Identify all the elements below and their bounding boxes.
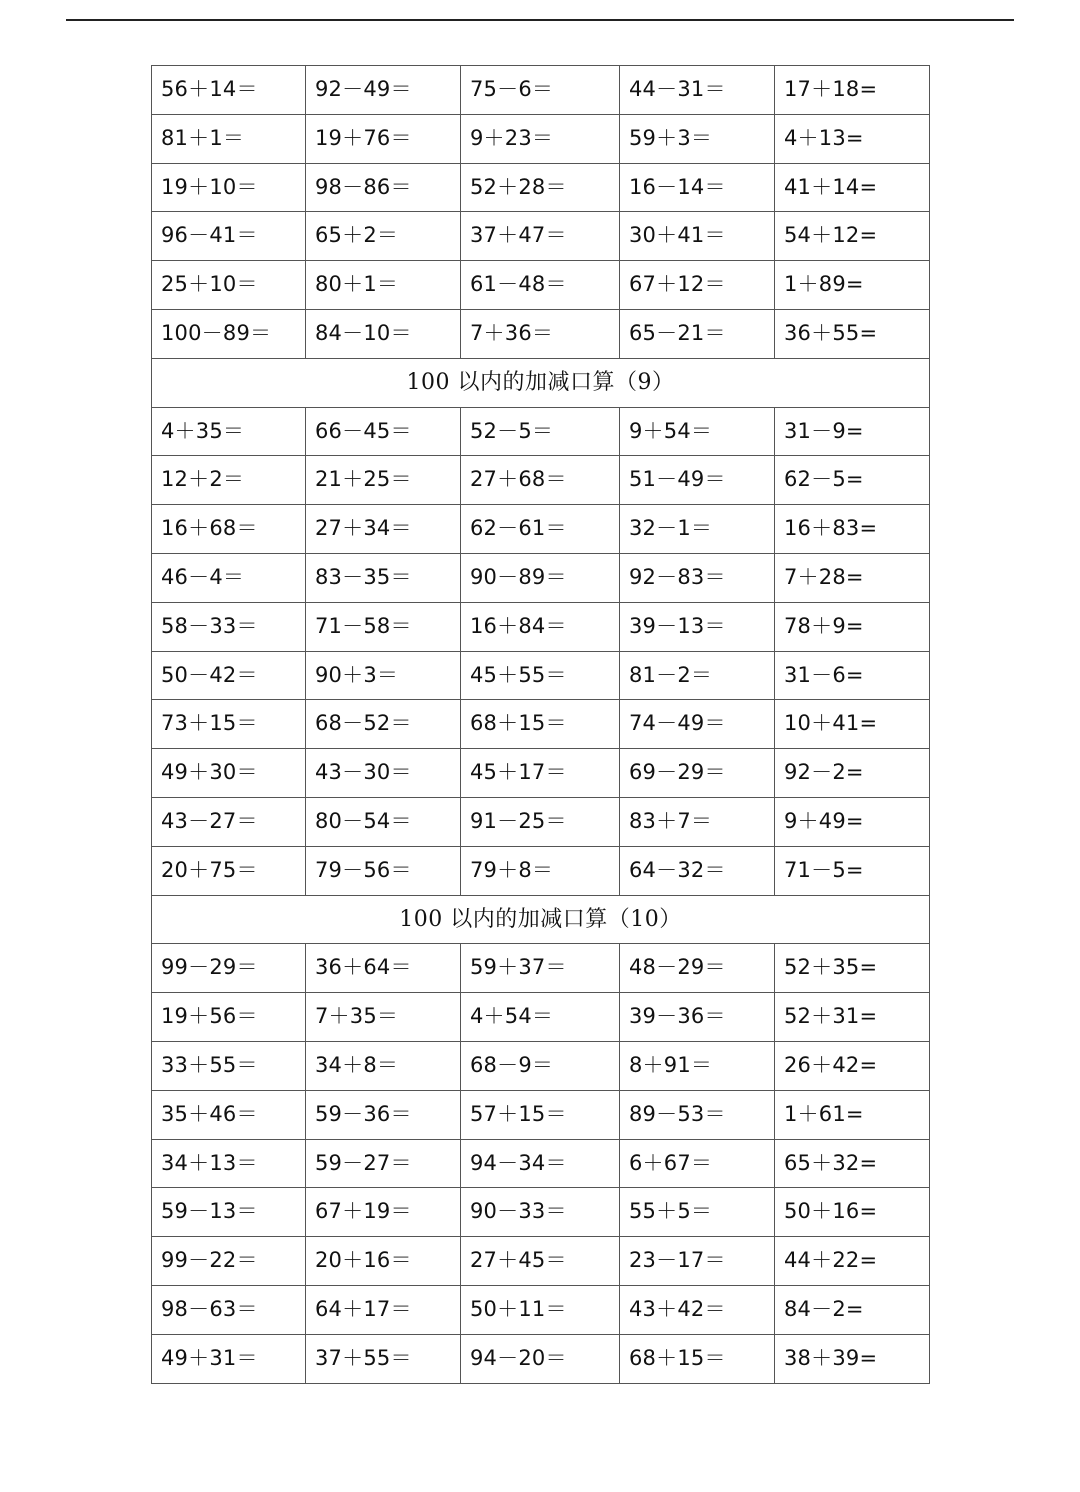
problem-row: [152, 505, 930, 554]
problem-cell: 65－21＝: [620, 309, 775, 358]
problem-cell: 44－31＝: [620, 66, 775, 115]
problem-cell: 19＋56＝: [152, 993, 306, 1042]
problem-cell: 45＋17＝: [461, 749, 620, 798]
problem-cell: 8＋91＝: [620, 1041, 775, 1090]
problem-row: [152, 651, 930, 700]
problem-cell: 19＋76＝: [306, 114, 461, 163]
problem-cell: 92－2=: [775, 749, 930, 798]
problem-cell: 52＋28＝: [461, 163, 620, 212]
problem-cell: 84－10＝: [306, 309, 461, 358]
problem-cell: 37＋55＝: [306, 1334, 461, 1383]
problem-cell: 6＋67＝: [620, 1139, 775, 1188]
problem-cell: 16＋84＝: [461, 602, 620, 651]
problem-cell: 41＋14=: [775, 163, 930, 212]
section-title-row: [152, 358, 930, 407]
problem-cell: 59－36＝: [306, 1090, 461, 1139]
problem-cell: 36＋55=: [775, 309, 930, 358]
problem-cell: 81－2＝: [620, 651, 775, 700]
problem-cell: 31－6=: [775, 651, 930, 700]
problem-row: [152, 163, 930, 212]
problem-cell: 54＋12=: [775, 212, 930, 261]
problem-cell: 56＋14＝: [152, 66, 306, 115]
problem-cell: 83－35＝: [306, 553, 461, 602]
problem-cell: 31－9=: [775, 407, 930, 456]
problem-cell: 59－13＝: [152, 1188, 306, 1237]
problem-cell: 67＋12＝: [620, 261, 775, 310]
problem-cell: 62－61＝: [461, 505, 620, 554]
problem-row: [152, 1139, 930, 1188]
problem-cell: 100－89＝: [152, 309, 306, 358]
problem-cell: 32－1＝: [620, 505, 775, 554]
problem-cell: 43－27＝: [152, 797, 306, 846]
problem-cell: 68－52＝: [306, 700, 461, 749]
problem-row: [152, 797, 930, 846]
problem-cell: 9＋49=: [775, 797, 930, 846]
problem-cell: 7＋28=: [775, 553, 930, 602]
problem-cell: 62－5=: [775, 456, 930, 505]
problem-cell: 7＋35＝: [306, 993, 461, 1042]
problem-cell: 57＋15＝: [461, 1090, 620, 1139]
problem-cell: 43－30＝: [306, 749, 461, 798]
section-title: 100 以内的加减口算（10）: [152, 895, 930, 944]
problem-cell: 92－83＝: [620, 553, 775, 602]
problem-row: [152, 261, 930, 310]
problem-cell: 71－58＝: [306, 602, 461, 651]
header-rule: [66, 19, 1014, 21]
problem-cell: 52＋35=: [775, 944, 930, 993]
problem-row: [152, 407, 930, 456]
problem-cell: 68－9＝: [461, 1041, 620, 1090]
problem-cell: 27＋45＝: [461, 1237, 620, 1286]
problem-row: [152, 846, 930, 895]
problem-cell: 75－6＝: [461, 66, 620, 115]
problem-cell: 65＋32=: [775, 1139, 930, 1188]
problem-cell: 92－49＝: [306, 66, 461, 115]
problem-cell: 35＋46＝: [152, 1090, 306, 1139]
problem-cell: 69－29＝: [620, 749, 775, 798]
problem-cell: 4＋54＝: [461, 993, 620, 1042]
problem-cell: 49＋31＝: [152, 1334, 306, 1383]
problem-row: [152, 1334, 930, 1383]
problem-cell: 50－42＝: [152, 651, 306, 700]
problem-cell: 73＋15＝: [152, 700, 306, 749]
problem-cell: 43＋42＝: [620, 1285, 775, 1334]
problem-cell: 17＋18=: [775, 66, 930, 115]
problem-cell: 98－63＝: [152, 1285, 306, 1334]
problem-cell: 52＋31=: [775, 993, 930, 1042]
problem-cell: 90－89＝: [461, 553, 620, 602]
problem-cell: 26＋42=: [775, 1041, 930, 1090]
problem-row: [152, 602, 930, 651]
problem-cell: 80－54＝: [306, 797, 461, 846]
problem-cell: 80＋1＝: [306, 261, 461, 310]
problem-cell: 19＋10＝: [152, 163, 306, 212]
problem-cell: 16＋68＝: [152, 505, 306, 554]
problem-cell: 81＋1＝: [152, 114, 306, 163]
problem-cell: 44＋22=: [775, 1237, 930, 1286]
problem-cell: 89－53＝: [620, 1090, 775, 1139]
problem-cell: 49＋30＝: [152, 749, 306, 798]
problem-row: [152, 1237, 930, 1286]
problem-cell: 34＋8＝: [306, 1041, 461, 1090]
problem-cell: 90＋3＝: [306, 651, 461, 700]
problem-row: [152, 553, 930, 602]
problem-cell: 59＋3＝: [620, 114, 775, 163]
problem-cell: 66－45＝: [306, 407, 461, 456]
problem-cell: 94－34＝: [461, 1139, 620, 1188]
problem-cell: 96－41＝: [152, 212, 306, 261]
problem-cell: 98－86＝: [306, 163, 461, 212]
problem-cell: 36＋64＝: [306, 944, 461, 993]
problem-cell: 16－14＝: [620, 163, 775, 212]
problem-cell: 21＋25＝: [306, 456, 461, 505]
problem-cell: 52－5＝: [461, 407, 620, 456]
problem-cell: 55＋5＝: [620, 1188, 775, 1237]
problem-cell: 46－4＝: [152, 553, 306, 602]
problem-cell: 68＋15＝: [620, 1334, 775, 1383]
problem-row: [152, 114, 930, 163]
problem-row: [152, 456, 930, 505]
problem-cell: 12＋2＝: [152, 456, 306, 505]
problem-cell: 4＋35＝: [152, 407, 306, 456]
problem-cell: 90－33＝: [461, 1188, 620, 1237]
problem-cell: 9＋23＝: [461, 114, 620, 163]
problem-cell: 45＋55＝: [461, 651, 620, 700]
problem-cell: 65＋2＝: [306, 212, 461, 261]
problem-cell: 71－5=: [775, 846, 930, 895]
section-title: 100 以内的加减口算（9）: [152, 358, 930, 407]
problem-cell: 4＋13=: [775, 114, 930, 163]
problem-cell: 20＋16＝: [306, 1237, 461, 1286]
problem-row: [152, 212, 930, 261]
problem-row: [152, 944, 930, 993]
problem-cell: 84－2=: [775, 1285, 930, 1334]
problem-cell: 61－48＝: [461, 261, 620, 310]
problem-row: [152, 1285, 930, 1334]
problem-cell: 1＋89=: [775, 261, 930, 310]
problem-cell: 64＋17＝: [306, 1285, 461, 1334]
problem-row: [152, 309, 930, 358]
problem-cell: 48－29＝: [620, 944, 775, 993]
problem-cell: 64－32＝: [620, 846, 775, 895]
problem-cell: 59＋37＝: [461, 944, 620, 993]
problem-row: [152, 749, 930, 798]
problem-cell: 7＋36＝: [461, 309, 620, 358]
problem-cell: 1＋61=: [775, 1090, 930, 1139]
problem-cell: 27＋34＝: [306, 505, 461, 554]
problem-cell: 50＋11＝: [461, 1285, 620, 1334]
problem-cell: 23－17＝: [620, 1237, 775, 1286]
problem-cell: 78＋9=: [775, 602, 930, 651]
problem-cell: 58－33＝: [152, 602, 306, 651]
problem-cell: 99－22＝: [152, 1237, 306, 1286]
problem-cell: 83＋7＝: [620, 797, 775, 846]
problem-cell: 20＋75＝: [152, 846, 306, 895]
problem-cell: 59－27＝: [306, 1139, 461, 1188]
arithmetic-worksheet: [151, 65, 930, 1384]
problem-cell: 79－56＝: [306, 846, 461, 895]
problem-cell: 39－36＝: [620, 993, 775, 1042]
problem-row: [152, 1041, 930, 1090]
problem-cell: 50＋16=: [775, 1188, 930, 1237]
section-title-row: [152, 895, 930, 944]
problem-cell: 25＋10＝: [152, 261, 306, 310]
problem-cell: 9＋54＝: [620, 407, 775, 456]
worksheet-body: [152, 66, 930, 1384]
problem-cell: 27＋68＝: [461, 456, 620, 505]
problem-cell: 37＋47＝: [461, 212, 620, 261]
problem-row: [152, 1188, 930, 1237]
problem-cell: 68＋15＝: [461, 700, 620, 749]
problem-cell: 67＋19＝: [306, 1188, 461, 1237]
problem-row: [152, 700, 930, 749]
problem-cell: 33＋55＝: [152, 1041, 306, 1090]
problem-cell: 94－20＝: [461, 1334, 620, 1383]
problem-cell: 30＋41＝: [620, 212, 775, 261]
problem-cell: 74－49＝: [620, 700, 775, 749]
problem-cell: 34＋13＝: [152, 1139, 306, 1188]
problem-cell: 99－29＝: [152, 944, 306, 993]
problem-row: [152, 1090, 930, 1139]
problem-cell: 38＋39=: [775, 1334, 930, 1383]
problem-cell: 79＋8＝: [461, 846, 620, 895]
problem-cell: 91－25＝: [461, 797, 620, 846]
problem-cell: 10＋41=: [775, 700, 930, 749]
problem-cell: 16＋83=: [775, 505, 930, 554]
problem-cell: 39－13＝: [620, 602, 775, 651]
problem-row: [152, 66, 930, 115]
problem-row: [152, 993, 930, 1042]
problem-cell: 51－49＝: [620, 456, 775, 505]
